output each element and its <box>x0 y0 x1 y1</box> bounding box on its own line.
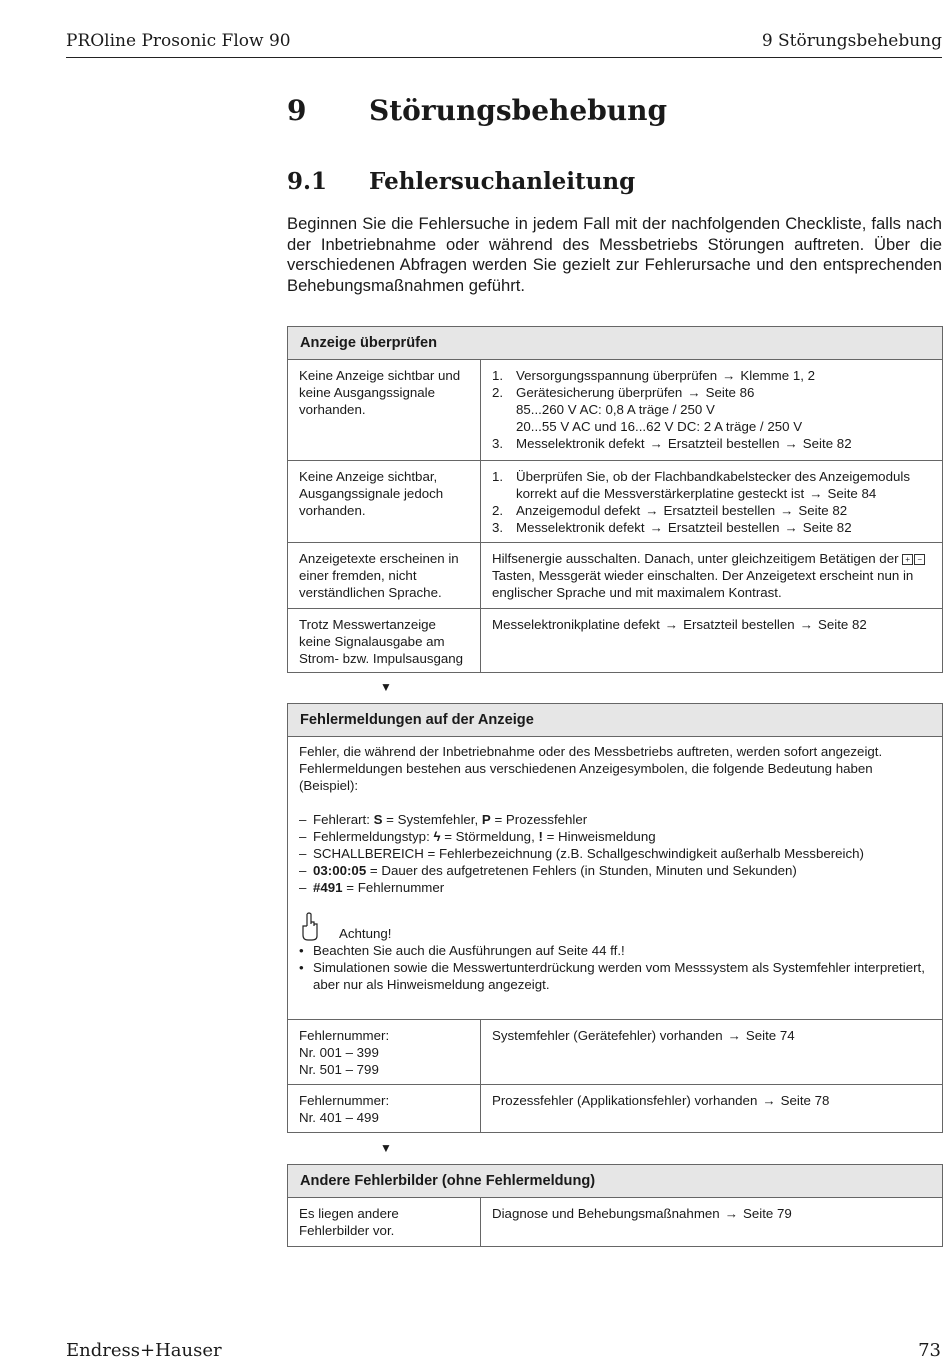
action-cell <box>481 461 942 542</box>
footer-brand: Endress+Hauser <box>66 1340 222 1361</box>
box-title: Fehlermeldungen auf der Anzeige <box>288 704 942 737</box>
chapter-heading <box>287 94 667 127</box>
list-item: 3. Messelektronik defekt → Ersatzteil bestellen → Seite 82 <box>492 436 852 451</box>
list-item: 1. Versorgungsspannung überprüfen → Klemme 1, 2 <box>492 368 816 383</box>
arrow-right-icon: → <box>799 617 813 632</box>
box-title: Andere Fehlerbilder (ohne Fehlermeldung) <box>288 1165 942 1198</box>
box-other-errors <box>287 1164 943 1247</box>
arrow-right-icon: → <box>762 1093 776 1108</box>
cause-cell: Es liegen andere Fehlerbilder vor. <box>288 1198 481 1246</box>
action-cell: Hilfsenergie ausschalten. Danach, unter gleichzeitigem Betätigen der + − Tasten, Messgerät wieder einschalten. Der Anzeigetext erscheint nun in englischer Sprache und mit maximalem Kontrast. <box>481 543 942 608</box>
cause-cell: Keine Anzeige sichtbar, Ausgangssignale jedoch vorhanden. <box>288 461 481 542</box>
table-row <box>288 360 942 460</box>
box-error-messages <box>287 703 943 1133</box>
arrow-right-icon: → <box>809 486 823 501</box>
chapter-title: Störungsbehebung <box>369 94 668 127</box>
box-display-check <box>287 326 943 673</box>
header-product: PROline Prosonic Flow 90 <box>66 31 291 51</box>
table-row <box>288 460 942 542</box>
arrow-right-icon: → <box>780 503 794 518</box>
section-title: Fehlersuchanleitung <box>369 168 636 195</box>
table-row <box>288 608 942 672</box>
page-number: 73 <box>918 1340 941 1361</box>
list-item: 1. Überprüfen Sie, ob der Flachbandkabelstecker des Anzeigemoduls korrekt auf die Messverstärkerplatine gesteckt ist → Seite 84 <box>492 469 910 501</box>
caution-note <box>299 912 931 942</box>
arrow-right-icon: → <box>722 368 736 383</box>
header-chapter: 9 Störungsbehebung <box>761 31 942 51</box>
list-item: 3. Messelektronik defekt → Ersatzteil bestellen → Seite 82 <box>492 520 852 535</box>
action-cell <box>481 360 942 460</box>
table-row <box>288 1198 942 1246</box>
action-cell: Diagnose und Behebungsmaßnahmen → Seite 79 <box>492 1206 792 1221</box>
list-item: – #491 = Fehlernummer <box>299 880 445 895</box>
action-cell: Systemfehler (Gerätefehler) vorhanden → Seite 74 <box>492 1028 795 1043</box>
arrow-right-icon: → <box>649 520 663 535</box>
list-item: 2. Anzeigemodul defekt → Ersatzteil bestellen → Seite 82 <box>492 503 848 518</box>
arrow-right-icon: → <box>724 1206 738 1221</box>
error-range-cell: Fehlernummer: Nr. 401 – 499 <box>288 1085 481 1132</box>
action-cell: Messelektronikplatine defekt → Ersatzteil bestellen → Seite 82 <box>492 617 867 632</box>
lightning-icon: ϟ <box>433 829 441 844</box>
list-item: 85...260 V AC: 0,8 A träge / 250 V <box>516 402 715 417</box>
list-item: – Fehlermeldungstyp: ϟ = Störmeldung, ! = Hinweismeldung <box>299 829 656 844</box>
list-item: 2. Gerätesicherung überprüfen → Seite 86 <box>492 385 755 400</box>
list-item: – Fehlerart: S = Systemfehler, P = Prozessfehler <box>299 812 588 827</box>
box-title: Anzeige überprüfen <box>288 327 942 360</box>
flow-down-triangle-icon: ▼ <box>380 1141 392 1155</box>
page-header <box>66 31 942 58</box>
flow-down-triangle-icon: ▼ <box>380 680 392 694</box>
arrow-right-icon: → <box>687 385 701 400</box>
cause-cell: Anzeigetexte erscheinen in einer fremden, nicht verständlichen Sprache. <box>288 543 481 608</box>
action-cell: Prozessfehler (Applikationsfehler) vorhanden → Seite 78 <box>492 1093 830 1108</box>
list-item: – 03:00:05 = Dauer des aufgetretenen Fehlers (in Stunden, Minuten und Sekunden) <box>299 863 797 878</box>
section-heading <box>287 168 635 195</box>
pointing-hand-icon <box>299 912 321 942</box>
arrow-right-icon: → <box>649 436 663 451</box>
list-item: – SCHALLBEREICH = Fehlerbezeichnung (z.B. Schallgeschwindigkeit außerhalb Messbereich) <box>299 846 864 861</box>
chapter-number: 9 <box>287 94 307 127</box>
cause-cell: Trotz Messwertanzeige keine Signalausgabe am Strom- bzw. Impulsausgang <box>288 609 481 672</box>
arrow-right-icon: → <box>784 520 798 535</box>
table-row <box>288 1084 942 1132</box>
intro-paragraph: Beginnen Sie die Fehlersuche in jedem Fall mit der nachfolgenden Checkliste, falls nach der Inbetriebnahme oder während des Messbetriebs Störungen auftreten. Über die verschiedenen Abfragen werden Sie gezielt zur Fehlerursache und den entsprechenden Behebungsmaßnahmen geführt. <box>287 214 942 296</box>
cause-cell: Keine Anzeige sichtbar und keine Ausgangssignale vorhanden. <box>288 360 481 460</box>
list-item: • Beachten Sie auch die Ausführungen auf Seite 44 ff.! <box>299 943 625 958</box>
arrow-right-icon: → <box>645 503 659 518</box>
table-row <box>288 1019 942 1084</box>
arrow-right-icon: → <box>664 617 679 632</box>
table-row <box>288 542 942 608</box>
arrow-right-icon: → <box>784 436 798 451</box>
error-description: Fehler, die während der Inbetriebnahme oder des Messbetriebs auftreten, werden sofort angezeigt. Fehlermeldungen bestehen aus verschiedenen Anzeigesymbolen, die folgende Bedeutung haben (Beispiel): – Fehlerart: S = Systemfehler, P = Prozessfehler – Fehlermeldungstyp: ϟ = Störmeldung, ! = Hinweismeldung – SCHALLBEREICH = Fehlerbezeichnung (z.B. Schallgeschwindigkeit außerhalb Messbereich) – 03:00:05 = Dauer des aufgetretenen Fehlers (in Stunden, Minuten und Sekunden) – #491 = Fehlernummer Achtung! • Beachten Sie auch die Ausführungen auf Seite 44 ff.! • Simulationen sowie die Messwertunterdrückung werden vom Messsystem als Systemfehler interpretiert, aber nur als Hinweismeldung angezeigt. <box>288 737 942 1019</box>
error-range-cell: Fehlernummer: Nr. 001 – 399 Nr. 501 – 799 <box>288 1020 481 1084</box>
list-item: 20...55 V AC und 16...62 V DC: 2 A träge / 250 V <box>516 419 803 434</box>
arrow-right-icon: → <box>727 1028 741 1043</box>
caution-label: Achtung! <box>339 926 392 941</box>
section-number: 9.1 <box>287 168 328 195</box>
plus-minus-keys-icon: + − <box>902 554 925 565</box>
list-item: • Simulationen sowie die Messwertunterdrückung werden vom Messsystem als Systemfehler interpretiert, aber nur als Hinweismeldung angezeigt. <box>299 960 925 992</box>
